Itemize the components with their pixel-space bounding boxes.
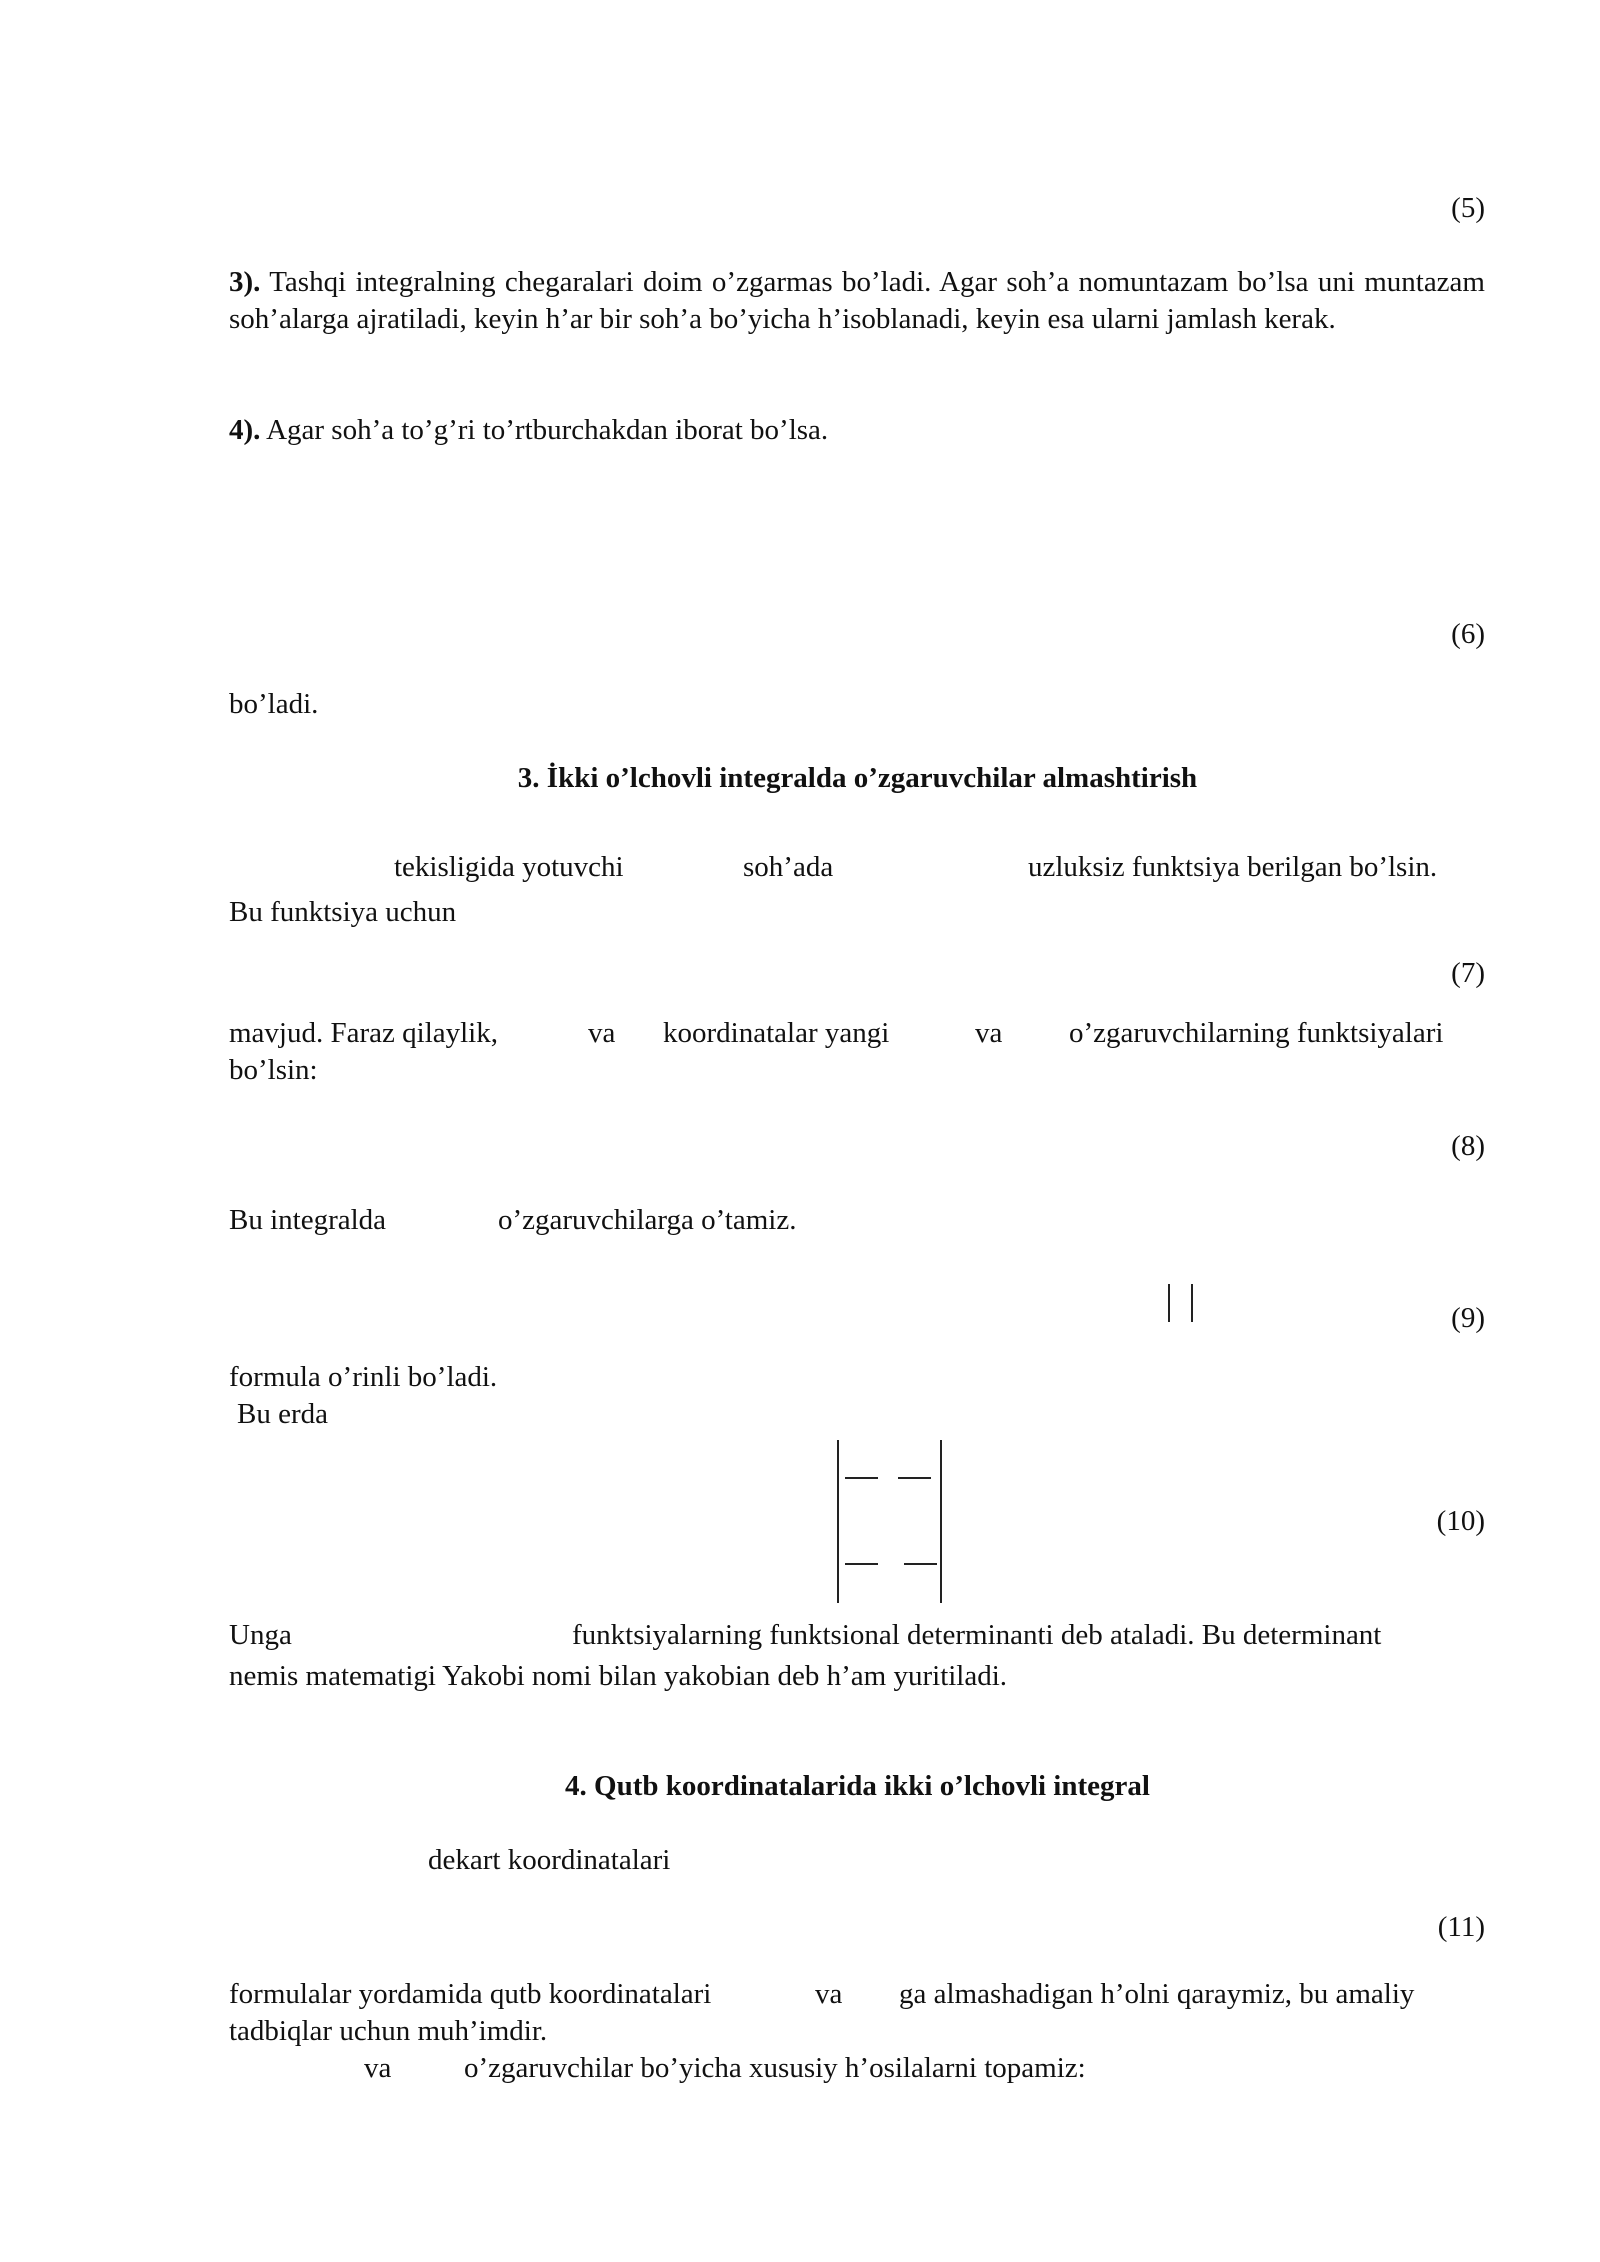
s4-line2-a: formulalar yordamida qutb koordinatalari xyxy=(229,1978,712,2010)
s3-line5-b: o’zgaruvchilarga o’tamiz. xyxy=(498,1204,797,1236)
s3-line3-a: mavjud. Faraz qilaylik, xyxy=(229,1017,498,1049)
fraction-bar-3 xyxy=(845,1563,878,1565)
equation-number-10: (10) xyxy=(1436,1505,1485,1537)
item-4-paragraph xyxy=(229,412,828,449)
s4-line2-b: va xyxy=(815,1978,843,2010)
s4-line3: tadbiqlar uchun muh’imdir. xyxy=(229,2015,548,2047)
fraction-bar-1 xyxy=(845,1477,878,1479)
s3-line2: Bu funktsiya uchun xyxy=(229,896,457,928)
s3-line1-a: tekisligida yotuvchi xyxy=(394,851,624,883)
equation-number-9: (9) xyxy=(1451,1302,1485,1334)
s3-line6: formula o’rinli bo’ladi. xyxy=(229,1361,498,1393)
equation-number-7: (7) xyxy=(1451,957,1485,989)
s3-line7: Bu erda xyxy=(237,1398,328,1430)
equation-number-11: (11) xyxy=(1437,1911,1485,1943)
equation-number-8: (8) xyxy=(1451,1130,1485,1162)
s3-line3-c: koordinatalar yangi xyxy=(663,1017,890,1049)
s3-line1-c: uzluksiz funktsiya berilgan bo’lsin. xyxy=(1028,851,1438,883)
s3-line3-b: va xyxy=(588,1017,616,1049)
section-3-heading: 3. İkki o’lchovli integralda o’zgaruvchilar almashtirish xyxy=(517,762,1198,794)
s4-line4-b: o’zgaruvchilar bo’yicha xususiy h’osilalarni topamiz: xyxy=(464,2052,1086,2084)
s4-line1: dekart koordinatalari xyxy=(428,1844,671,1876)
s3-line3-d: va xyxy=(975,1017,1003,1049)
item-3-text: Tashqi integralning chegaralari doim o’zgarmas bo’ladi. Agar soh’a nomuntazam bo’lsa uni muntazam soh’alarga ajratiladi, keyin h’ar bir soh’a bo’yicha h’isoblanadi, keyin esa ularni jamlash kerak. xyxy=(229,266,1485,335)
s3-line4: bo’lsin: xyxy=(229,1054,318,1086)
abs-bar-right xyxy=(1191,1284,1193,1322)
item-3-number: 3). xyxy=(229,266,261,298)
s3-line8-a: Unga xyxy=(229,1619,292,1651)
s4-line2-c: ga almashadigan h’olni qaraymiz, bu amaliy xyxy=(899,1978,1415,2010)
s3-line8-b: funktsiyalarning funktsional determinanti deb ataladi. Bu determinant xyxy=(572,1619,1382,1651)
item-3-paragraph xyxy=(229,264,1485,338)
abs-bar-left xyxy=(1168,1284,1170,1322)
fraction-bar-4 xyxy=(904,1563,937,1565)
equation-number-5: (5) xyxy=(1451,192,1485,224)
item-4-text: Agar soh’a to’g’ri to’rtburchakdan iborat bo’lsa. xyxy=(266,414,829,446)
boladi-text: bo’ladi. xyxy=(229,688,319,720)
fraction-bar-2 xyxy=(898,1477,931,1479)
section-4-heading: 4. Qutb koordinatalarida ikki o’lchovli integral xyxy=(565,1770,1150,1802)
s3-line3-e: o’zgaruvchilarning funktsiyalari xyxy=(1069,1017,1444,1049)
s3-line5-a: Bu integralda xyxy=(229,1204,387,1236)
s4-line4-a: va xyxy=(364,2052,392,2084)
equation-number-6: (6) xyxy=(1451,618,1485,650)
s3-line1-b: soh’ada xyxy=(743,851,834,883)
s3-line9: nemis matematigi Yakobi nomi bilan yakobian deb h’am yuritiladi. xyxy=(229,1660,1008,1692)
determinant-left-bar xyxy=(837,1440,839,1603)
item-4-number: 4). xyxy=(229,414,261,446)
determinant-right-bar xyxy=(940,1440,942,1603)
